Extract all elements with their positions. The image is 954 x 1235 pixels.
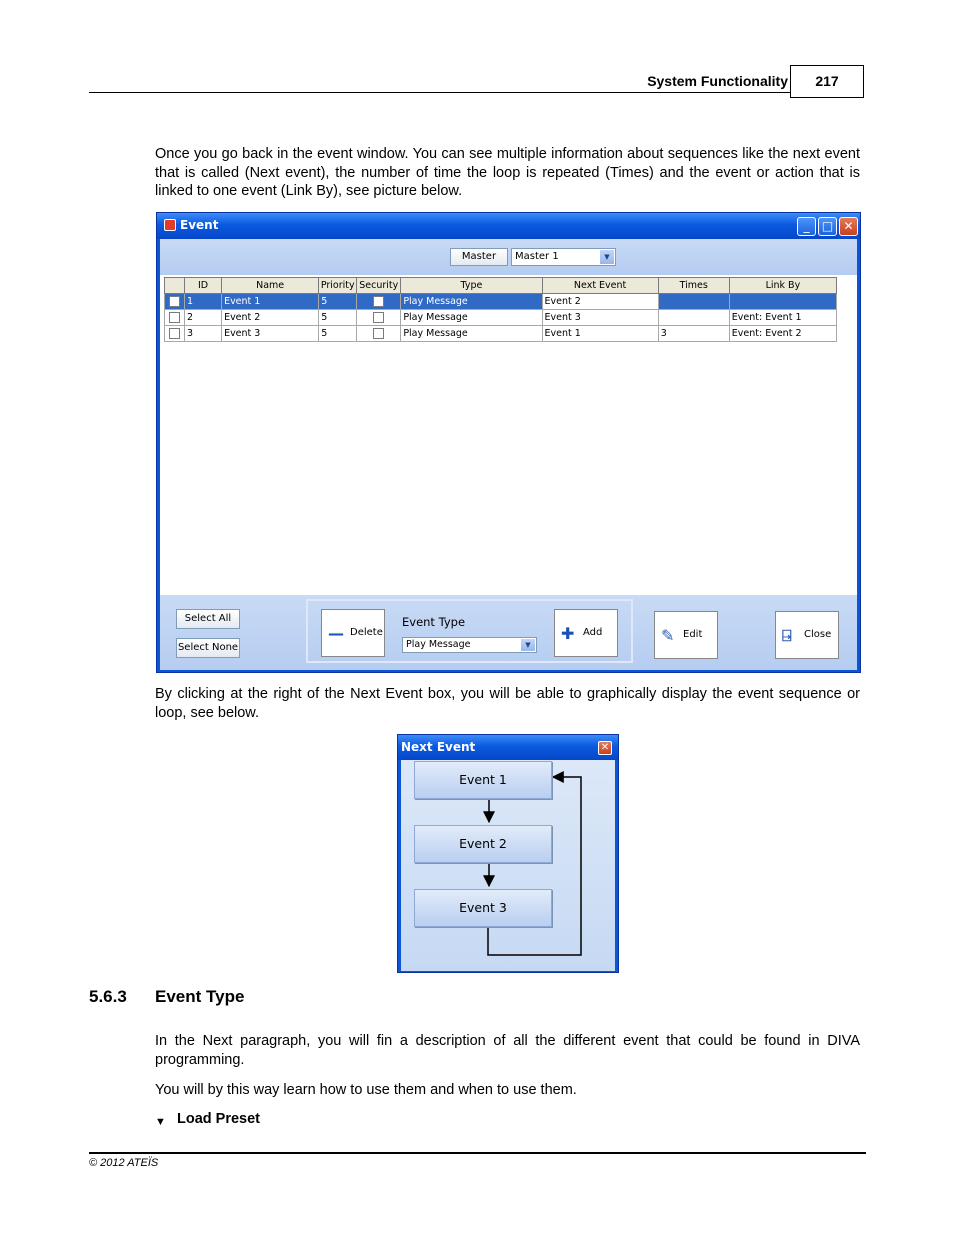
row-checkbox[interactable] (165, 326, 185, 342)
edit-button[interactable] (654, 611, 718, 659)
grid-header-row (165, 278, 837, 294)
column-header[interactable]: Type (401, 278, 542, 294)
cell-id: 2 (185, 310, 222, 326)
header-rule (89, 92, 791, 93)
close-icon[interactable]: ✕ (839, 217, 858, 236)
select-all-button[interactable]: Select All (176, 609, 240, 629)
maximize-icon[interactable]: □ (818, 217, 837, 236)
event-type-select[interactable] (402, 637, 537, 653)
loop-arrow-icon (488, 777, 581, 955)
next-event-titlebar (398, 735, 618, 760)
cell-name: Event 2 (222, 310, 319, 326)
cell-security[interactable] (357, 310, 401, 326)
security-checkbox-icon[interactable] (373, 328, 384, 339)
checkbox-icon[interactable] (169, 296, 180, 307)
section-paragraph: You will by this way learn how to use them and when to use them. (155, 1082, 577, 1098)
event-window-titlebar (157, 213, 860, 239)
event-node[interactable]: Event 1 (414, 761, 552, 799)
load-preset-toggle[interactable]: Load Preset (177, 1111, 260, 1127)
caret-down-icon[interactable]: ▼ (155, 1116, 166, 1128)
chevron-down-icon[interactable]: ▼ (600, 250, 614, 264)
exit-door-icon: ⍈ (782, 626, 792, 645)
section-title: Event Type (155, 987, 245, 1006)
page-number: 217 (790, 65, 864, 98)
cell-times (658, 310, 729, 326)
add-button[interactable] (554, 609, 618, 657)
event-type-group (306, 599, 633, 663)
cell-type: Play Message (401, 326, 542, 342)
cell-id: 1 (185, 294, 222, 310)
row-checkbox[interactable] (165, 310, 185, 326)
cell-type: Play Message (401, 310, 542, 326)
minimize-icon[interactable]: _ (797, 217, 816, 236)
cell-id: 3 (185, 326, 222, 342)
master-toolbar (160, 239, 857, 275)
master-button[interactable]: Master (450, 248, 508, 266)
cell-name: Event 1 (222, 294, 319, 310)
cell-priority: 5 (319, 326, 357, 342)
footer-rule (89, 1152, 866, 1154)
table-row[interactable] (165, 294, 837, 310)
footer-copyright: © 2012 ATEÏS (89, 1157, 159, 1169)
event-type-label: Event Type (402, 615, 466, 629)
column-header[interactable]: Link By (729, 278, 836, 294)
security-checkbox-icon[interactable] (373, 296, 384, 307)
table-row[interactable] (165, 310, 837, 326)
next-event-window (397, 734, 619, 973)
cell-security[interactable] (357, 326, 401, 342)
intro-paragraph: Once you go back in the event window. You can see multiple information about sequences like the next event that is called (Next event), the number of time the loop is repeated (Times) and the event or action that is linked to one event (Link By), see picture below. (155, 146, 860, 199)
select-column-header[interactable] (165, 278, 185, 294)
event-window (156, 212, 861, 673)
second-paragraph: By clicking at the right of the Next Event box, you will be able to graphically display the event sequence or loop, see below. (155, 686, 860, 721)
delete-label: Delete (350, 627, 383, 638)
master-select-value: Master 1 (515, 251, 559, 262)
checkbox-icon[interactable] (169, 312, 180, 323)
event-window-title: Event (180, 218, 219, 232)
column-header[interactable]: Next Event (542, 278, 658, 294)
cell-times (658, 294, 729, 310)
cell-link-by (729, 294, 836, 310)
close-icon[interactable]: ✕ (598, 741, 612, 755)
minus-icon: — (328, 624, 344, 643)
close-label: Close (804, 629, 832, 640)
cell-times: 3 (658, 326, 729, 342)
event-window-client (160, 239, 857, 670)
cell-priority: 5 (319, 294, 357, 310)
column-header[interactable]: Times (658, 278, 729, 294)
cell-type: Play Message (401, 294, 542, 310)
cell-link-by: Event: Event 2 (729, 326, 836, 342)
cell-next-event[interactable]: Event 1 (542, 326, 658, 342)
cell-next-event[interactable]: Event 2 (542, 294, 658, 310)
column-header[interactable]: Name (222, 278, 319, 294)
add-label: Add (583, 627, 603, 638)
select-none-button[interactable]: Select None (176, 638, 240, 658)
close-button[interactable] (775, 611, 839, 659)
cell-security[interactable] (357, 294, 401, 310)
chevron-down-icon[interactable]: ▼ (521, 639, 535, 651)
column-header[interactable]: ID (185, 278, 222, 294)
running-header-title: System Functionality (647, 73, 788, 89)
pencil-icon: ✎ (661, 626, 675, 645)
checkbox-icon[interactable] (169, 328, 180, 339)
app-icon (164, 219, 176, 231)
row-checkbox[interactable] (165, 294, 185, 310)
cell-priority: 5 (319, 310, 357, 326)
event-node[interactable]: Event 3 (414, 889, 552, 927)
next-event-diagram (401, 760, 615, 971)
event-node[interactable]: Event 2 (414, 825, 552, 863)
next-event-title: Next Event (401, 740, 476, 754)
master-select[interactable] (511, 248, 616, 266)
cell-next-event[interactable]: Event 3 (542, 310, 658, 326)
event-grid (164, 277, 837, 342)
section-paragraph: In the Next paragraph, you will fin a description of all the different event that could be found in DIVA programming. (155, 1033, 860, 1068)
table-row[interactable] (165, 326, 837, 342)
security-checkbox-icon[interactable] (373, 312, 384, 323)
event-type-value: Play Message (406, 639, 471, 650)
event-actions-bar (160, 595, 857, 670)
column-header[interactable]: Priority (319, 278, 357, 294)
cell-name: Event 3 (222, 326, 319, 342)
plus-icon: ✚ (561, 624, 575, 643)
cell-link-by: Event: Event 1 (729, 310, 836, 326)
column-header[interactable]: Security (357, 278, 401, 294)
delete-button[interactable] (321, 609, 385, 657)
edit-label: Edit (683, 629, 703, 640)
section-number: 5.6.3 (89, 987, 127, 1006)
